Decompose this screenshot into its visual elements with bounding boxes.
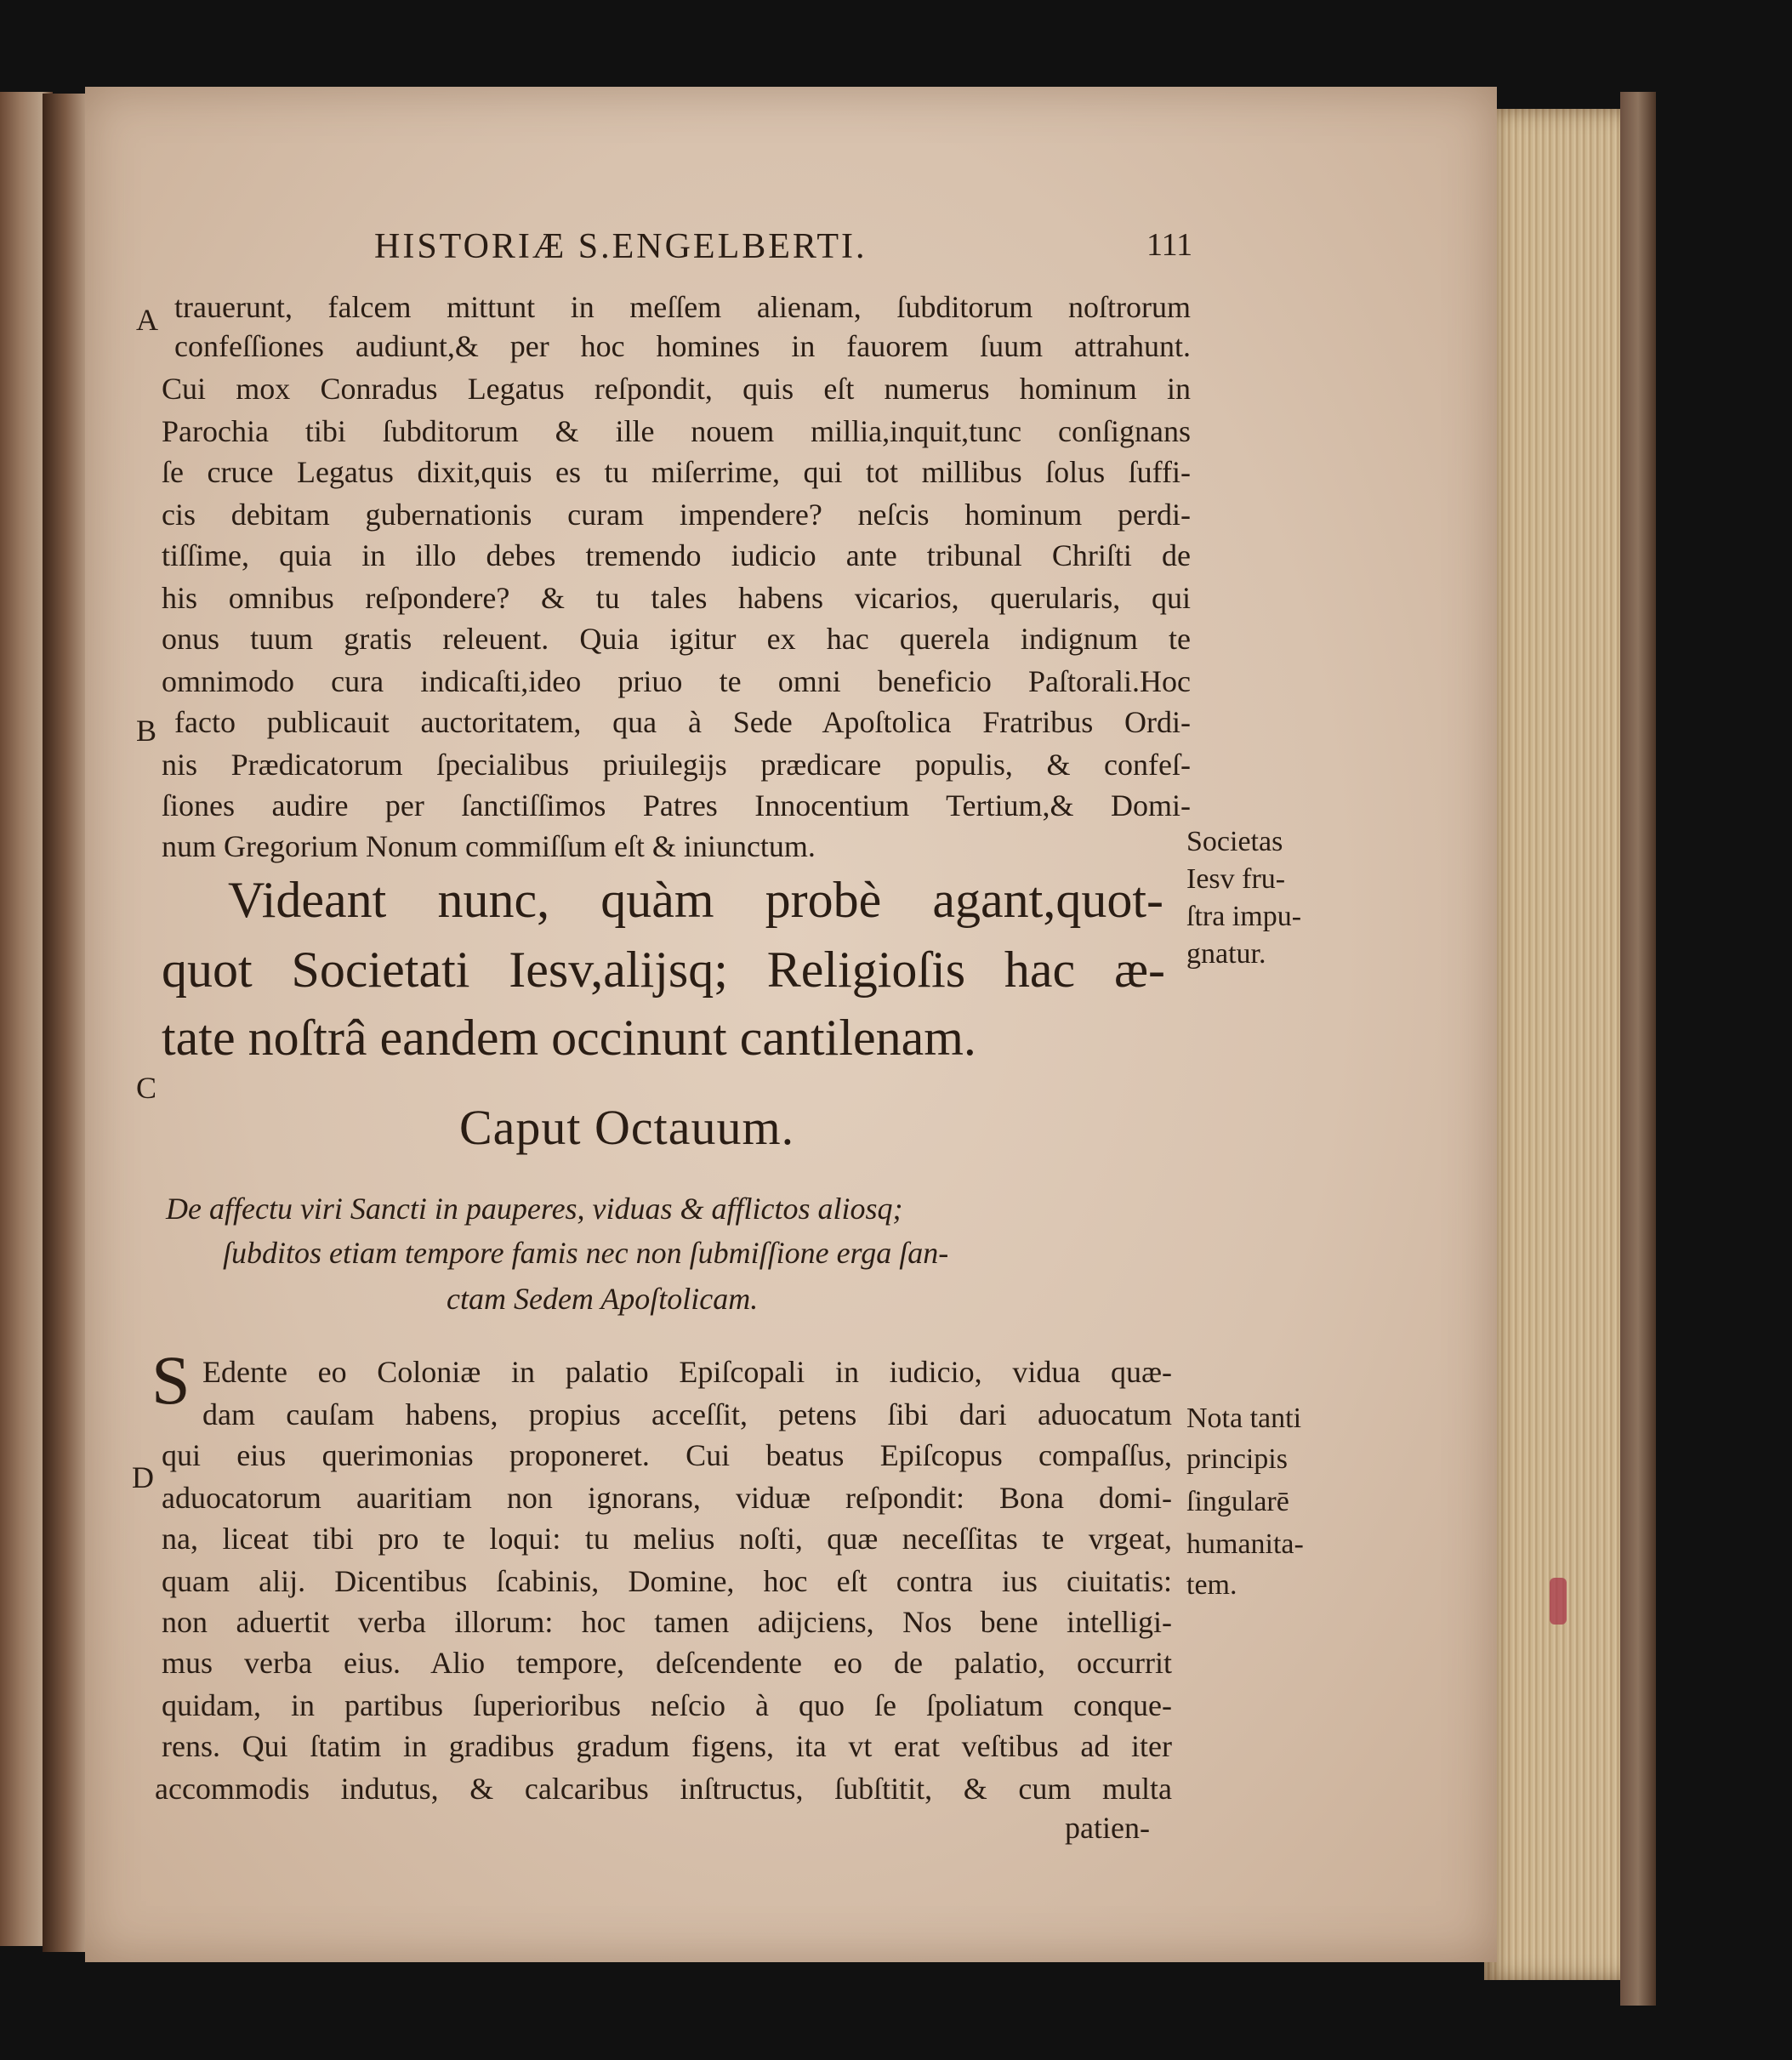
text-line: tiſſime, quia in illo debes tremendo iudicio ante tribunal Chriſti de — [162, 538, 1191, 572]
text-line: his omnibus reſpondere? & tu tales habens vicarios, querularis, qui — [162, 581, 1191, 615]
text-line: dam cauſam habens, propius acceſſit, petens ſibi dari aduocatum — [202, 1397, 1172, 1431]
text-line: mus verba eius. Alio tempore, deſcendente eo de palatio, occurrit — [162, 1646, 1172, 1680]
margin-note-line: ſtra impu- — [1186, 901, 1302, 932]
page-number: 111 — [1146, 227, 1193, 263]
chapter-title: Caput Octauum. — [459, 1100, 795, 1155]
text-line: cis debitam gubernationis curam impendere? neſcis hominum perdi- — [162, 498, 1191, 532]
section-letter-d: D — [132, 1460, 154, 1494]
drop-capital: S — [151, 1341, 191, 1419]
section-letter-c: C — [136, 1071, 157, 1105]
text-line: aduocatorum auaritiam non ignorans, viduæ reſpondit: Bona domi- — [162, 1481, 1172, 1515]
margin-note-line: gnatur. — [1186, 938, 1266, 970]
text-line: accommodis indutus, & calcaribus inſtructus, ſubſtitit, & cum multa — [155, 1772, 1172, 1806]
margin-note-line: tem. — [1186, 1569, 1237, 1601]
chapter-summary-line: De affectu viri Sancti in pauperes, viduas & afflictos aliosq; — [166, 1192, 903, 1226]
emphasis-line: tate noſtrâ eandem occinunt cantilenam. — [162, 1010, 976, 1066]
emphasis-line: Videant nunc, quàm probè agant,quot- — [228, 872, 1163, 928]
margin-note-line: ſingularē — [1186, 1486, 1289, 1517]
text-line: confeſſiones audiunt,& per hoc homines in fauorem ſuum attrahunt. — [174, 329, 1191, 363]
margin-note-line: principis — [1186, 1443, 1288, 1475]
text-line: trauerunt, falcem mittunt in meſſem alienam, ſubditorum noſtrorum — [174, 290, 1191, 324]
text-line: onus tuum gratis releuent. Quia igitur ex hac querela indignum te — [162, 622, 1191, 656]
text-line: Parochia tibi ſubditorum & ille nouem millia,inquit,tunc conſignans — [162, 414, 1191, 448]
text-line: omnimodo cura indicaſti,ideo priuo te omni beneficio Paſtorali.Hoc — [162, 664, 1191, 698]
text-line: ſe cruce Legatus dixit,quis es tu miſerrime, qui tot millibus ſolus ſuffi- — [162, 455, 1191, 489]
text-line: na, liceat tibi pro te loqui: tu melius noſti, quæ neceſſitas te vrgeat, — [162, 1522, 1172, 1556]
text-line: rens. Qui ſtatim in gradibus gradum figens, ita vt erat veſtibus ad iter — [162, 1729, 1172, 1763]
chapter-summary-line: ctam Sedem Apoſtolicam. — [447, 1282, 759, 1316]
section-letter-b: B — [136, 714, 157, 748]
text-line: qui eius querimonias proponeret. Cui beatus Epiſcopus compaſſus, — [162, 1438, 1172, 1472]
text-line: quidam, in partibus ſuperioribus neſcio à quo ſe ſpoliatum conque- — [162, 1688, 1172, 1722]
emphasis-line: quot Societati Iesv,alijsq; Religioſis hac æ- — [162, 942, 1165, 998]
text-line: ſiones audire per ſanctiſſimos Patres Innocentium Tertium,& Domi- — [162, 788, 1191, 822]
margin-note-line: Nota tanti — [1186, 1403, 1302, 1434]
text-line: Edente eo Coloniæ in palatio Epiſcopali in iudicio, vidua quæ- — [202, 1355, 1172, 1389]
text-line: Cui mox Conradus Legatus reſpondit, quis eſt numerus hominum in — [162, 372, 1191, 406]
catchword: patien- — [1065, 1811, 1150, 1845]
text-line: nis Prædicatorum ſpecialibus priuilegijs prædicare populis, & confeſ- — [162, 748, 1191, 782]
text-line: non aduertit verba illorum: hoc tamen adijciens, Nos bene intelligi- — [162, 1605, 1172, 1639]
chapter-summary-line: ſubditos etiam tempore famis nec non ſubmiſſione erga ſan- — [223, 1236, 949, 1270]
section-letter-a: A — [136, 303, 158, 337]
text-line: quam alij. Dicentibus ſcabinis, Domine, hoc eſt contra ius ciuitatis: — [162, 1564, 1172, 1598]
margin-note-line: Societas — [1186, 826, 1283, 857]
margin-note-line: humanita- — [1186, 1528, 1304, 1560]
text-line: num Gregorium Nonum commiſſum eſt & iniunctum. — [162, 829, 816, 863]
running-head: HISTORIÆ S.ENGELBERTI. — [374, 227, 868, 266]
text-line: facto publicauit auctoritatem, qua à Sede Apoſtolica Fratribus Ordi- — [174, 705, 1191, 739]
margin-note-line: Iesv fru- — [1186, 863, 1286, 895]
